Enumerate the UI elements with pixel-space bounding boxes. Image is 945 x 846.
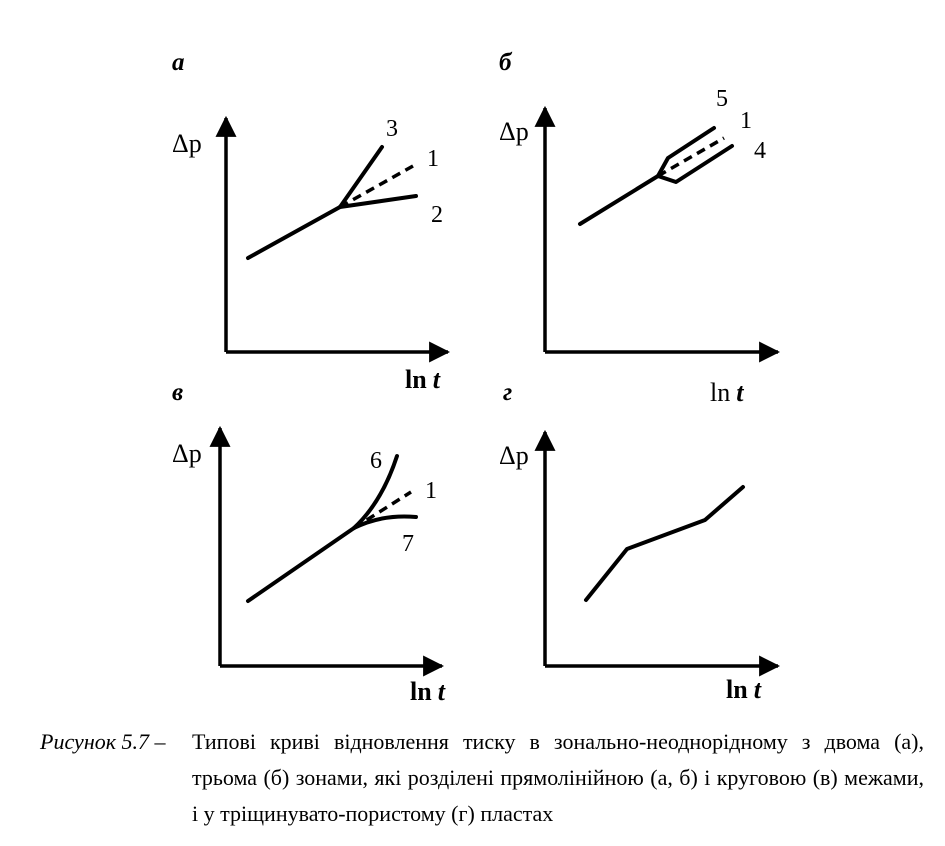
x-axis-label: ln t (410, 677, 445, 706)
panel-a (172, 49, 448, 394)
curve-2 (340, 196, 416, 207)
x-axis-label: ln t (405, 365, 440, 394)
curve-3 (340, 147, 382, 207)
curve-label-1: 1 (427, 146, 439, 172)
broken-line-curve (586, 487, 743, 600)
curve-label-3: 3 (386, 116, 398, 142)
y-axis-label: Δp (172, 439, 202, 468)
y-axis-label: Δp (172, 129, 202, 158)
y-axis-label: Δp (499, 441, 529, 470)
panel-letter: в (172, 379, 184, 406)
y-axis-label: Δp (499, 117, 529, 146)
panel-letter: б (499, 49, 512, 76)
curve-label-6: 6 (370, 448, 382, 474)
curve-label-5: 5 (716, 86, 728, 112)
panel-d (499, 379, 778, 704)
panel-letter: г (503, 379, 513, 406)
panel-letter: а (172, 49, 185, 76)
panel-b (499, 49, 778, 407)
curve-label-1: 1 (740, 108, 752, 134)
base-line (580, 176, 658, 224)
curve-5 (658, 128, 714, 176)
base-line (248, 207, 340, 258)
curve-label-7: 7 (402, 531, 414, 557)
curve-label-2: 2 (431, 202, 443, 228)
x-axis-label: ln t (726, 675, 761, 704)
panel-c (172, 379, 446, 706)
curve-label-1: 1 (425, 478, 437, 504)
x-axis-label: ln t (710, 378, 744, 407)
curve-label-4: 4 (754, 138, 766, 164)
caption-text: Типові криві відновлення тиску в зонально-неоднорідному з двома (а), трьома (б) зонами, які розділені прямолінійною (а, б) і круговою (в) межами, і у тріщинувато-пористому (г) пластах (192, 729, 924, 826)
base-line (248, 528, 354, 601)
caption-label: Рисунок 5.7 – (40, 729, 166, 754)
curve-4 (658, 146, 732, 182)
